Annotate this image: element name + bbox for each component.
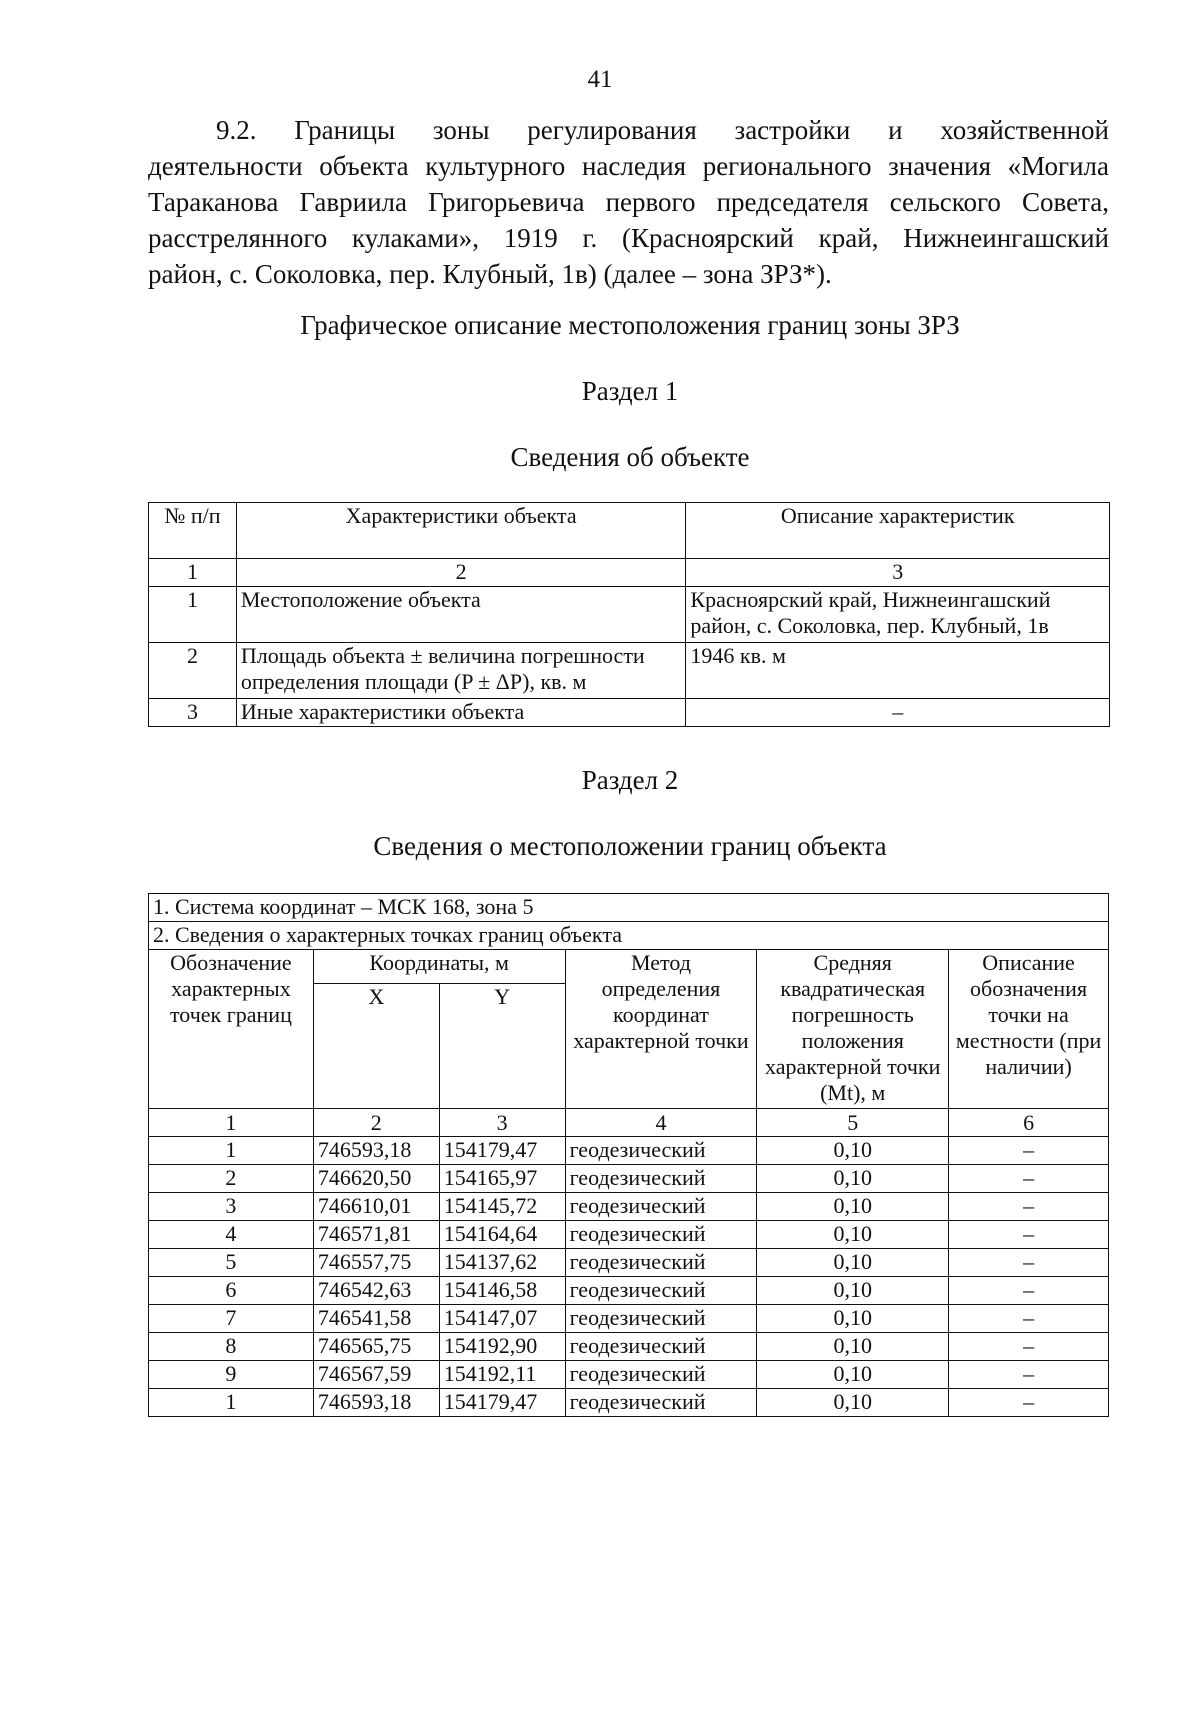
coordinate-y: 154145,72 — [439, 1193, 565, 1221]
row-number: 2 — [149, 643, 237, 699]
column-numbers-row — [149, 1109, 1109, 1137]
row-number: 1 — [149, 587, 237, 643]
header-description: Описание обозначения точки на местности (при наличии) — [949, 950, 1109, 1109]
characteristic-name: Местоположение объекта — [236, 587, 686, 643]
column-number: 4 — [565, 1109, 757, 1137]
table-row — [149, 1361, 1109, 1389]
table-row — [149, 1333, 1109, 1361]
page-number: 41 — [587, 66, 613, 93]
point-description: – — [949, 1249, 1109, 1277]
section1-title: Раздел 1 — [581, 376, 679, 406]
table-row — [149, 1277, 1109, 1305]
point-designation: 8 — [149, 1333, 314, 1361]
intro-line: Тараканова Гавриила Григорьевича первого председателя сельского Совета, — [148, 187, 1109, 217]
table-row — [149, 1389, 1109, 1417]
header-designation: Обозначение характерных точек границ — [149, 950, 314, 1109]
section2-subtitle: Сведения о местоположении границ объекта — [373, 831, 887, 861]
intro-line: деятельности объекта культурного наследия регионального значения «Могила — [148, 151, 1109, 181]
point-description: – — [949, 1221, 1109, 1249]
point-description: – — [949, 1389, 1109, 1417]
header-cell: Описание характеристик — [686, 503, 1110, 559]
column-number: 3 — [439, 1109, 565, 1137]
document-title: Графическое описание местоположения границ зоны ЗРЗ — [300, 310, 960, 340]
mean-square-error: 0,10 — [757, 1361, 949, 1389]
header-x: X — [313, 984, 439, 1109]
table-row — [149, 1249, 1109, 1277]
mean-square-error: 0,10 — [757, 1165, 949, 1193]
characteristic-value: 1946 кв. м — [686, 643, 1110, 699]
point-description: – — [949, 1333, 1109, 1361]
coordinate-method: геодезический — [565, 1333, 757, 1361]
table-header-row — [149, 950, 1109, 984]
coordinate-y: 154146,58 — [439, 1277, 565, 1305]
point-designation: 7 — [149, 1305, 314, 1333]
point-designation: 6 — [149, 1277, 314, 1305]
coordinate-system: 1. Система координат – МСК 168, зона 5 — [149, 894, 1109, 922]
column-number: 3 — [686, 559, 1110, 587]
coordinate-method: геодезический — [565, 1193, 757, 1221]
point-description: – — [949, 1361, 1109, 1389]
header-coordinates: Координаты, м — [313, 950, 565, 984]
mean-square-error: 0,10 — [757, 1389, 949, 1417]
point-description: – — [949, 1165, 1109, 1193]
column-number: 2 — [313, 1109, 439, 1137]
point-designation: 1 — [149, 1137, 314, 1165]
table-row — [149, 1305, 1109, 1333]
table-row — [149, 1137, 1109, 1165]
coordinate-x: 746593,18 — [313, 1389, 439, 1417]
column-number: 1 — [149, 1109, 314, 1137]
point-designation: 2 — [149, 1165, 314, 1193]
boundary-points-table — [148, 893, 1109, 1417]
point-designation: 4 — [149, 1221, 314, 1249]
mean-square-error: 0,10 — [757, 1193, 949, 1221]
mean-square-error: 0,10 — [757, 1137, 949, 1165]
coordinate-x: 746593,18 — [313, 1137, 439, 1165]
intro-line: район, с. Соколовка, пер. Клубный, 1в) (далее – зона ЗРЗ*). — [148, 259, 832, 289]
mean-square-error: 0,10 — [757, 1277, 949, 1305]
coordinate-y: 154165,97 — [439, 1165, 565, 1193]
points-body — [149, 1137, 1109, 1417]
table-row — [149, 1165, 1109, 1193]
coordinate-y: 154147,07 — [439, 1305, 565, 1333]
coordinate-y: 154192,11 — [439, 1361, 565, 1389]
coordinate-method: геодезический — [565, 1389, 757, 1417]
point-description: – — [949, 1277, 1109, 1305]
column-numbers-row — [149, 559, 1110, 587]
characteristic-value: – — [686, 699, 1110, 727]
characteristic-value: Красноярский край, Нижнеингашский район, с. Соколовка, пер. Клубный, 1в — [686, 587, 1110, 643]
table-row — [149, 587, 1110, 643]
point-designation: 9 — [149, 1361, 314, 1389]
row-number: 3 — [149, 699, 237, 727]
coordinate-x: 746565,75 — [313, 1333, 439, 1361]
object-info-table — [148, 502, 1110, 727]
coordinate-method: геодезический — [565, 1361, 757, 1389]
coordinate-x: 746541,58 — [313, 1305, 439, 1333]
coordinate-method: геодезический — [565, 1165, 757, 1193]
header-method: Метод определения координат характерной точки — [565, 950, 757, 1109]
mean-square-error: 0,10 — [757, 1305, 949, 1333]
coordinate-method: геодезический — [565, 1137, 757, 1165]
intro-line: расстрелянного кулаками», 1919 г. (Красноярский край, Нижнеингашский — [148, 223, 1109, 253]
coordinate-y: 154164,64 — [439, 1221, 565, 1249]
intro-paragraph — [148, 112, 1109, 292]
table-row — [149, 1221, 1109, 1249]
table-row — [149, 699, 1110, 727]
coordinate-y: 154179,47 — [439, 1137, 565, 1165]
coordinate-x: 746567,59 — [313, 1361, 439, 1389]
mean-square-error: 0,10 — [757, 1221, 949, 1249]
coordinate-x: 746610,01 — [313, 1193, 439, 1221]
point-designation: 3 — [149, 1193, 314, 1221]
point-description: – — [949, 1137, 1109, 1165]
mean-square-error: 0,10 — [757, 1333, 949, 1361]
characteristic-name: Площадь объекта ± величина погрешности определения площади (P ± ΔP), кв. м — [236, 643, 686, 699]
coordinate-x: 746571,81 — [313, 1221, 439, 1249]
table-row — [149, 643, 1110, 699]
table-row — [149, 1193, 1109, 1221]
coordinate-y: 154179,47 — [439, 1389, 565, 1417]
coordinate-method: геодезический — [565, 1249, 757, 1277]
column-number: 6 — [949, 1109, 1109, 1137]
mean-square-error: 0,10 — [757, 1249, 949, 1277]
header-y: Y — [439, 984, 565, 1109]
coordinate-method: геодезический — [565, 1221, 757, 1249]
coordinate-x: 746542,63 — [313, 1277, 439, 1305]
intro-line: 9.2. Границы зоны регулирования застройки и хозяйственной — [216, 115, 1109, 145]
coordinate-method: геодезический — [565, 1277, 757, 1305]
points-caption: 2. Сведения о характерных точках границ объекта — [149, 922, 1109, 950]
point-description: – — [949, 1193, 1109, 1221]
point-designation: 5 — [149, 1249, 314, 1277]
header-cell: № п/п — [149, 503, 237, 559]
section2-title: Раздел 2 — [581, 765, 679, 795]
coordinate-method: геодезический — [565, 1305, 757, 1333]
point-description: – — [949, 1305, 1109, 1333]
point-designation: 1 — [149, 1389, 314, 1417]
characteristic-name: Иные характеристики объекта — [236, 699, 686, 727]
table-header-row — [149, 503, 1110, 559]
coordinate-y: 154192,90 — [439, 1333, 565, 1361]
column-number: 1 — [149, 559, 237, 587]
header-error: Средняя квадратическая погрешность положения характерной точки (Mt), м — [757, 950, 949, 1109]
section1-subtitle: Сведения об объекте — [510, 442, 750, 472]
coordinate-y: 154137,62 — [439, 1249, 565, 1277]
header-cell: Характеристики объекта — [236, 503, 686, 559]
coordinate-x: 746620,50 — [313, 1165, 439, 1193]
coordinate-x: 746557,75 — [313, 1249, 439, 1277]
column-number: 5 — [757, 1109, 949, 1137]
column-number: 2 — [236, 559, 686, 587]
